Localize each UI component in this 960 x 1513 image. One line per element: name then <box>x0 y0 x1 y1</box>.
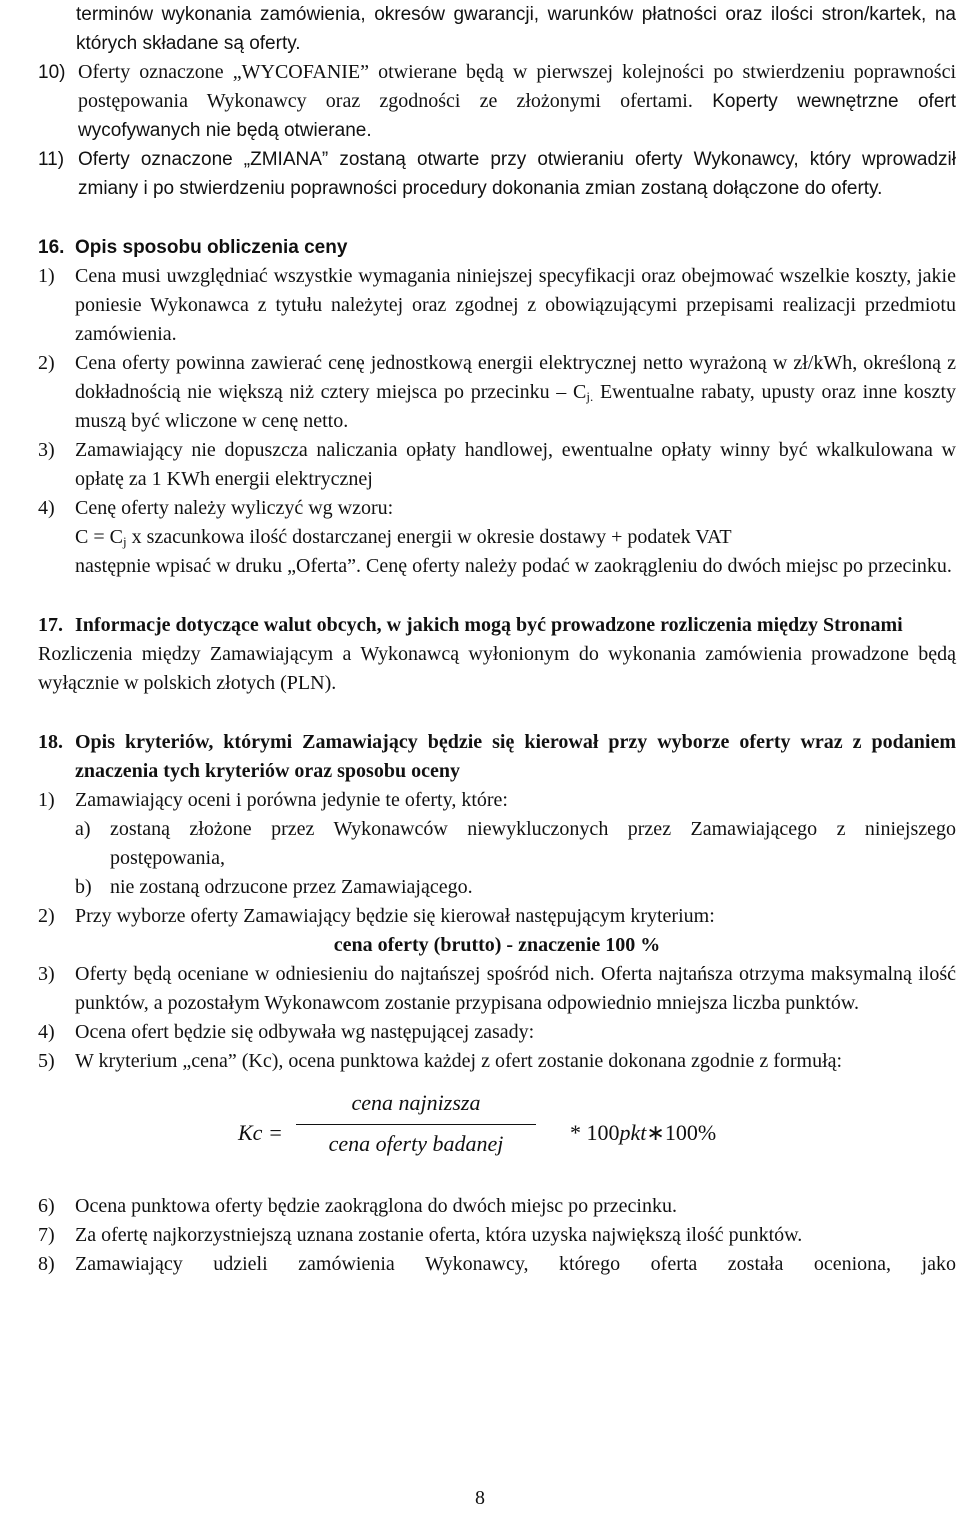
section-number: 18. <box>38 731 63 753</box>
formula-a: C = C <box>75 526 123 548</box>
section-title: Opis kryteriów, którymi Zamawiający będzie się kierował przy wyborze oferty wraz z podaniem znaczenia tych kryteriów oraz sposobu oceny <box>75 731 956 782</box>
item-number: 2) <box>38 905 55 927</box>
item-number: 4) <box>38 497 55 519</box>
score-formula <box>38 1088 956 1176</box>
item-text-sans: Koperty wewnętrzne ofert wycofywanych nie będą otwierane. <box>78 91 956 141</box>
item-text: Zamawiający nie dopuszcza naliczania opłaty handlowej, ewentualne opłaty winny być wkalkulowana w opłatę za 1 KWh energii elektrycznej <box>75 439 956 490</box>
list-item-11 <box>38 145 956 203</box>
formula-numerator: cena najnizsza <box>351 1090 481 1115</box>
item-text: Ocena punktowa oferty będzie zaokrąglona do dwóch miejsc po przecinku. <box>75 1195 677 1217</box>
s16-item-4 <box>38 494 956 581</box>
page-number: 8 <box>475 1487 485 1509</box>
spacer <box>38 581 956 611</box>
formula-rhs-b: ∗100% <box>646 1120 717 1145</box>
spacer <box>38 1176 956 1192</box>
item-text: Zamawiający udzieli zamówienia Wykonawcy, którego oferta została oceniona, jako <box>75 1253 956 1275</box>
section-title: Informacje dotyczące walut obcych, w jakich mogą być prowadzone rozliczenia między Stronami <box>75 614 903 636</box>
s18-sub-item-b <box>38 873 956 902</box>
criterion-line: cena oferty (brutto) - znaczenie 100 % <box>333 934 661 956</box>
section-number: 16. <box>38 237 65 258</box>
sub-item-letter: b) <box>75 876 92 898</box>
continuation-text: terminów wykonania zamówienia, okresów gwarancji, warunków płatności oraz ilości stron/kartek, na których składane są oferty. <box>76 4 956 54</box>
item-text: W kryterium „cena” (Kc), ocena punktowa każdej z ofert zostanie dokonana zgodnie z formułą: <box>75 1050 843 1072</box>
item-text <box>78 58 956 145</box>
item-text: Oferty będą oceniane w odniesieniu do najtańszej spośród nich. Oferta najtańsza otrzyma maksymalną ilość punktów, a pozostałym Wykonawcom zostanie przypisana odpowiednio mniejsza liczba punktów. <box>75 963 956 1014</box>
item-text: Przy wyborze oferty Zamawiający będzie się kierował następującym kryterium: <box>75 905 715 927</box>
item-number: 3) <box>38 439 55 461</box>
section-17-text: Rozliczenia między Zamawiającym a Wykonawcą wyłonionym do wykonania zamówienia prowadzone będą wyłącznie w polskich złotych (PLN). <box>38 643 956 694</box>
item-text-2: następnie wpisać w druku „Oferta”. Cenę oferty należy podać w zaokrągleniu do dwóch miejsc po przecinku. <box>75 555 952 577</box>
item-text: Zamawiający oceni i porówna jedynie te oferty, które: <box>75 789 508 811</box>
item-number: 7) <box>38 1224 55 1246</box>
item-text: Cena musi uwzględniać wszystkie wymagania niniejszej specyfikacji oraz obejmować wszelkie koszty, jakie poniesie Wykonawca z tytułu należytej oraz zgodnej z obowiązującymi przepisami realizacji przedmiotu zamówienia. <box>75 265 956 345</box>
item-number: 8) <box>38 1253 55 1275</box>
formula-lhs: Kc = <box>238 1120 283 1145</box>
sub-item-text: zostaną złożone przez Wykonawców niewykluczonych przez Zamawiającego z niniejszego postępowania, <box>110 818 956 869</box>
item-number: 1) <box>38 789 55 811</box>
item-number: 6) <box>38 1195 55 1217</box>
s18-item-2 <box>38 902 956 931</box>
s18-item-5 <box>38 1047 956 1076</box>
sub-item-letter: a) <box>75 818 91 840</box>
formula-denominator: cena oferty badanej <box>328 1131 504 1156</box>
spacer <box>38 203 956 233</box>
item-text: Oferty oznaczone „ZMIANA” zostaną otwarte przy otwieraniu oferty Wykonawcy, który wprowadził zmiany i po stwierdzeniu poprawności procedury dokonania zmian zostaną dołączone do oferty. <box>78 149 956 199</box>
item-number: 3) <box>38 963 55 985</box>
item-text-b: Ewentualne rabaty, upusty oraz inne koszty muszą być wliczone w cenę netto. <box>75 381 956 432</box>
item-text: Cenę oferty należy wyliczyć wg wzoru: <box>75 497 394 519</box>
s18-item-7 <box>38 1221 956 1250</box>
spacer <box>38 698 956 728</box>
s18-item-1 <box>38 786 956 815</box>
formula-subscript: j <box>122 534 127 549</box>
price-formula <box>75 523 956 552</box>
item-text-a: Cena oferty powinna zawierać cenę jednostkową energii elektrycznej netto wyrażoną w zł/kWh, określoną z dokładnością nie większą niż cztery miejsca po przecinku – C <box>75 352 956 403</box>
sub-item-text: nie zostaną odrzucone przez Zamawiającego. <box>110 876 473 898</box>
s16-item-2 <box>38 349 956 436</box>
formula-rhs <box>570 1118 716 1147</box>
item-number: 10) <box>38 62 66 83</box>
item-number: 4) <box>38 1021 55 1043</box>
item-number: 11) <box>38 149 65 170</box>
s18-item-8 <box>38 1250 956 1279</box>
s18-item-6 <box>38 1192 956 1221</box>
item-text <box>75 349 956 436</box>
section-number: 17. <box>38 614 63 636</box>
s18-item-4 <box>38 1018 956 1047</box>
section-18-heading <box>38 728 956 786</box>
item-number: 2) <box>38 352 55 374</box>
item-number: 5) <box>38 1050 55 1072</box>
s16-item-1 <box>38 262 956 349</box>
formula-fraction <box>296 1088 536 1159</box>
section-17-heading <box>38 611 956 640</box>
item-text: Za ofertę najkorzystniejszą uznana zostanie oferta, która uzyska największą ilość punktów. <box>75 1224 803 1246</box>
document-page <box>38 0 956 1279</box>
item-text: Ocena ofert będzie się odbywała wg następującej zasady: <box>75 1021 535 1043</box>
formula-b: x szacunkowa ilość dostarczanej energii w okresie dostawy + podatek VAT <box>126 526 732 548</box>
item-number: 1) <box>38 265 55 287</box>
item-subscript: j. <box>586 389 594 404</box>
formula-unit: pkt <box>619 1120 647 1145</box>
section-title: Opis sposobu obliczenia ceny <box>75 237 348 258</box>
list-item-10 <box>38 58 956 145</box>
fraction-bar <box>296 1124 536 1125</box>
item-text-serif: Oferty oznaczone „WYCOFANIE” otwierane będą w pierwszej kolejności po stwierdzeniu poprawności postępowania Wykonawcy oraz zgodności ze złożonymi ofertami. <box>78 61 956 112</box>
section-16-heading <box>38 233 956 262</box>
s16-item-3 <box>38 436 956 494</box>
s18-sub-item-a <box>38 815 956 873</box>
item-body <box>75 494 956 581</box>
formula-rhs-a: * 100 <box>570 1120 620 1145</box>
s18-item-3 <box>38 960 956 1018</box>
